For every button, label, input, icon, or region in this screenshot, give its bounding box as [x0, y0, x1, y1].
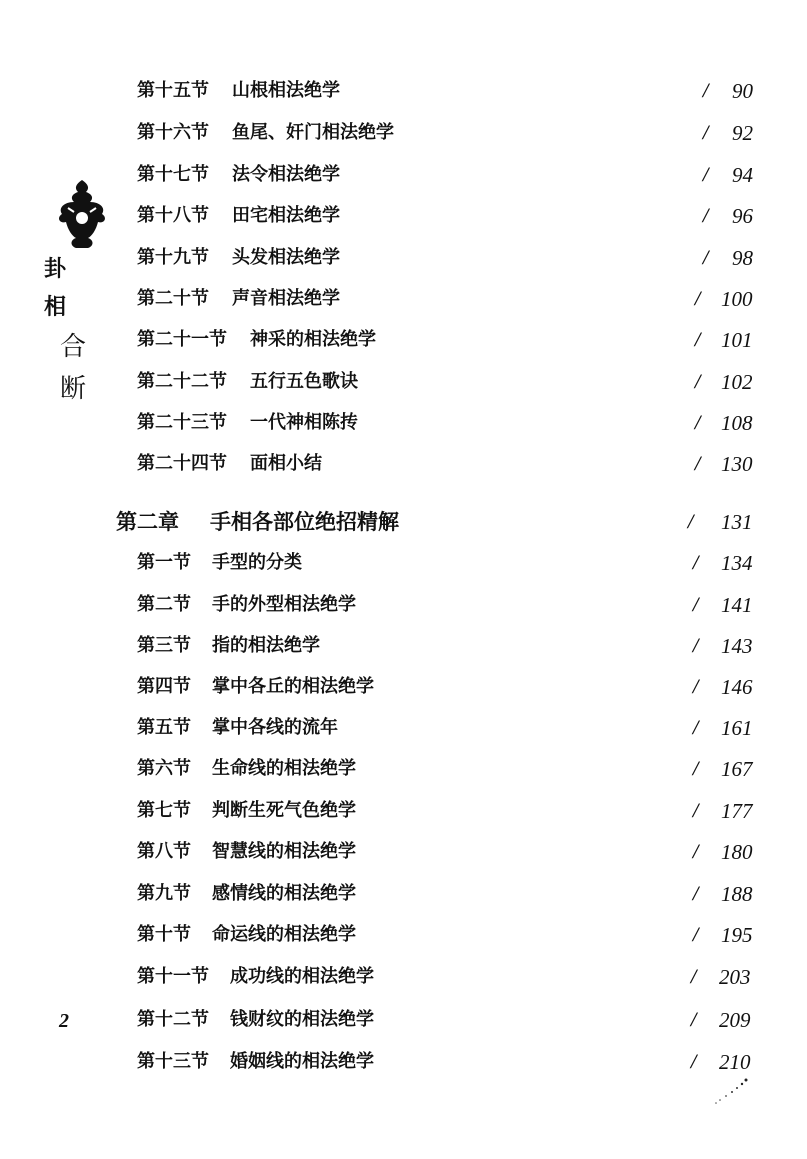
- page-ref: 90: [732, 79, 753, 103]
- section-title: 判断生死气色绝学: [212, 800, 356, 821]
- section-title: 命运线的相法绝学: [212, 924, 356, 945]
- section-number: 第三节: [137, 635, 191, 656]
- page-ref: 177: [721, 799, 753, 823]
- page-separator: /: [691, 1052, 697, 1072]
- page-separator: /: [691, 967, 697, 987]
- page-separator: /: [693, 636, 699, 656]
- section-number: 第二节: [137, 594, 191, 615]
- toc-row: [0, 590, 807, 620]
- section-title: 声音相法绝学: [232, 288, 340, 309]
- toc-row: [0, 548, 807, 578]
- toc-row: [0, 837, 807, 867]
- page-separator: /: [693, 842, 699, 862]
- section-title: 神采的相法绝学: [250, 329, 376, 350]
- side-title-char-4: 断: [60, 374, 87, 404]
- section-title: 田宅相法绝学: [232, 205, 340, 226]
- page-separator: /: [695, 330, 701, 350]
- page-separator: /: [703, 165, 709, 185]
- section-title: 手型的分类: [212, 552, 302, 573]
- section-number: 第十三节: [137, 1051, 209, 1072]
- section-number: 第二十一节: [137, 329, 227, 350]
- section-title: 智慧线的相法绝学: [212, 841, 356, 862]
- section-title: 手的外型相法绝学: [212, 594, 356, 615]
- section-number: 第十七节: [137, 164, 209, 185]
- toc-row: [0, 962, 807, 992]
- section-number: 第四节: [137, 676, 191, 697]
- page-ref: 94: [732, 163, 753, 187]
- page-separator: /: [695, 372, 701, 392]
- section-number: 第十八节: [137, 205, 209, 226]
- page-ref: 130: [721, 452, 753, 476]
- page-ref: 131: [721, 510, 753, 534]
- section-number: 第十一节: [137, 966, 209, 987]
- section-number: 第二十四节: [137, 453, 227, 474]
- page-separator: /: [695, 454, 701, 474]
- toc-row: [0, 325, 807, 355]
- page-separator: /: [693, 801, 699, 821]
- section-title: 法令相法绝学: [232, 164, 340, 185]
- page-separator: /: [703, 123, 709, 143]
- section-title: 头发相法绝学: [232, 247, 340, 268]
- page-ref: 108: [721, 411, 753, 435]
- page-separator: /: [688, 512, 694, 532]
- page-ref: 134: [721, 551, 753, 575]
- page-ref: 96: [732, 204, 753, 228]
- page-separator: /: [695, 289, 701, 309]
- side-title-char-3: 合: [60, 332, 87, 362]
- page-separator: /: [693, 759, 699, 779]
- section-title: 生命线的相法绝学: [212, 758, 356, 779]
- page-ref: 141: [721, 593, 753, 617]
- page-ref: 143: [721, 634, 753, 658]
- section-number: 第二十节: [137, 288, 209, 309]
- toc-row: [0, 160, 807, 190]
- section-title: 成功线的相法绝学: [230, 966, 374, 987]
- toc-row: [0, 243, 807, 273]
- toc-row: [0, 672, 807, 702]
- toc-row: [0, 879, 807, 909]
- side-title-char-2: 相: [44, 294, 67, 320]
- section-title: 感情线的相法绝学: [212, 883, 356, 904]
- section-title: 五行五色歌诀: [250, 371, 358, 392]
- section-title: 指的相法绝学: [212, 635, 320, 656]
- section-number: 第十节: [137, 924, 191, 945]
- toc-row: [0, 118, 807, 148]
- page-ref: 98: [732, 246, 753, 270]
- page-separator: /: [693, 718, 699, 738]
- page-separator: /: [703, 206, 709, 226]
- section-number: 第五节: [137, 717, 191, 738]
- scan-speck-icon: [712, 1076, 752, 1106]
- page-separator: /: [693, 677, 699, 697]
- page-ref: 161: [721, 716, 753, 740]
- page-ref: 180: [721, 840, 753, 864]
- section-title: 山根相法绝学: [232, 80, 340, 101]
- section-title: 鱼尾、奸门相法绝学: [232, 122, 394, 143]
- page-ref: 101: [721, 328, 753, 352]
- toc-row: [0, 631, 807, 661]
- page-separator: /: [693, 595, 699, 615]
- toc-row: [0, 201, 807, 231]
- toc-row: [0, 1047, 807, 1077]
- section-number: 第二十二节: [137, 371, 227, 392]
- toc-row: [0, 920, 807, 950]
- toc-row: [0, 367, 807, 397]
- page-ref: 146: [721, 675, 753, 699]
- section-number: 第九节: [137, 883, 191, 904]
- section-number: 第七节: [137, 800, 191, 821]
- page-ref: 209: [719, 1008, 751, 1032]
- section-number: 第十五节: [137, 80, 209, 101]
- section-number: 第十二节: [137, 1009, 209, 1030]
- page-ref: 167: [721, 757, 753, 781]
- side-title-char-1: 卦: [44, 256, 67, 282]
- page-ref: 102: [721, 370, 753, 394]
- section-title: 掌中各丘的相法绝学: [212, 676, 374, 697]
- section-title: 婚姻线的相法绝学: [230, 1051, 374, 1072]
- section-title: 一代神相陈抟: [250, 412, 358, 433]
- page-separator: /: [693, 553, 699, 573]
- section-number: 第六节: [137, 758, 191, 779]
- page-separator: /: [693, 925, 699, 945]
- toc-row: [0, 713, 807, 743]
- toc-row: [0, 449, 807, 479]
- section-title: 面相小结: [250, 453, 322, 474]
- page-number: 2: [59, 1010, 69, 1032]
- section-title: 掌中各线的流年: [212, 717, 338, 738]
- toc-row: [0, 754, 807, 784]
- toc-row: [0, 408, 807, 438]
- toc-row: [0, 796, 807, 826]
- section-number: 第二十三节: [137, 412, 227, 433]
- toc-row: [0, 1005, 807, 1035]
- section-number: 第十六节: [137, 122, 209, 143]
- page-separator: /: [693, 884, 699, 904]
- toc-row: [0, 284, 807, 314]
- page-separator: /: [695, 413, 701, 433]
- page-ref: 203: [719, 965, 751, 989]
- section-number: 第十九节: [137, 247, 209, 268]
- chapter-title: 手相各部位绝招精解: [210, 510, 399, 534]
- page-separator: /: [703, 248, 709, 268]
- section-number: 第八节: [137, 841, 191, 862]
- page-ref: 195: [721, 923, 753, 947]
- page-ref: 100: [721, 287, 753, 311]
- toc-row: [0, 76, 807, 106]
- section-title: 钱财纹的相法绝学: [230, 1009, 374, 1030]
- page-ref: 92: [732, 121, 753, 145]
- chapter-heading: [0, 505, 807, 539]
- page-ref: 210: [719, 1050, 751, 1074]
- page-ref: 188: [721, 882, 753, 906]
- page-separator: /: [691, 1010, 697, 1030]
- section-number: 第一节: [137, 552, 191, 573]
- chapter-number: 第二章: [116, 510, 179, 534]
- page-separator: /: [703, 81, 709, 101]
